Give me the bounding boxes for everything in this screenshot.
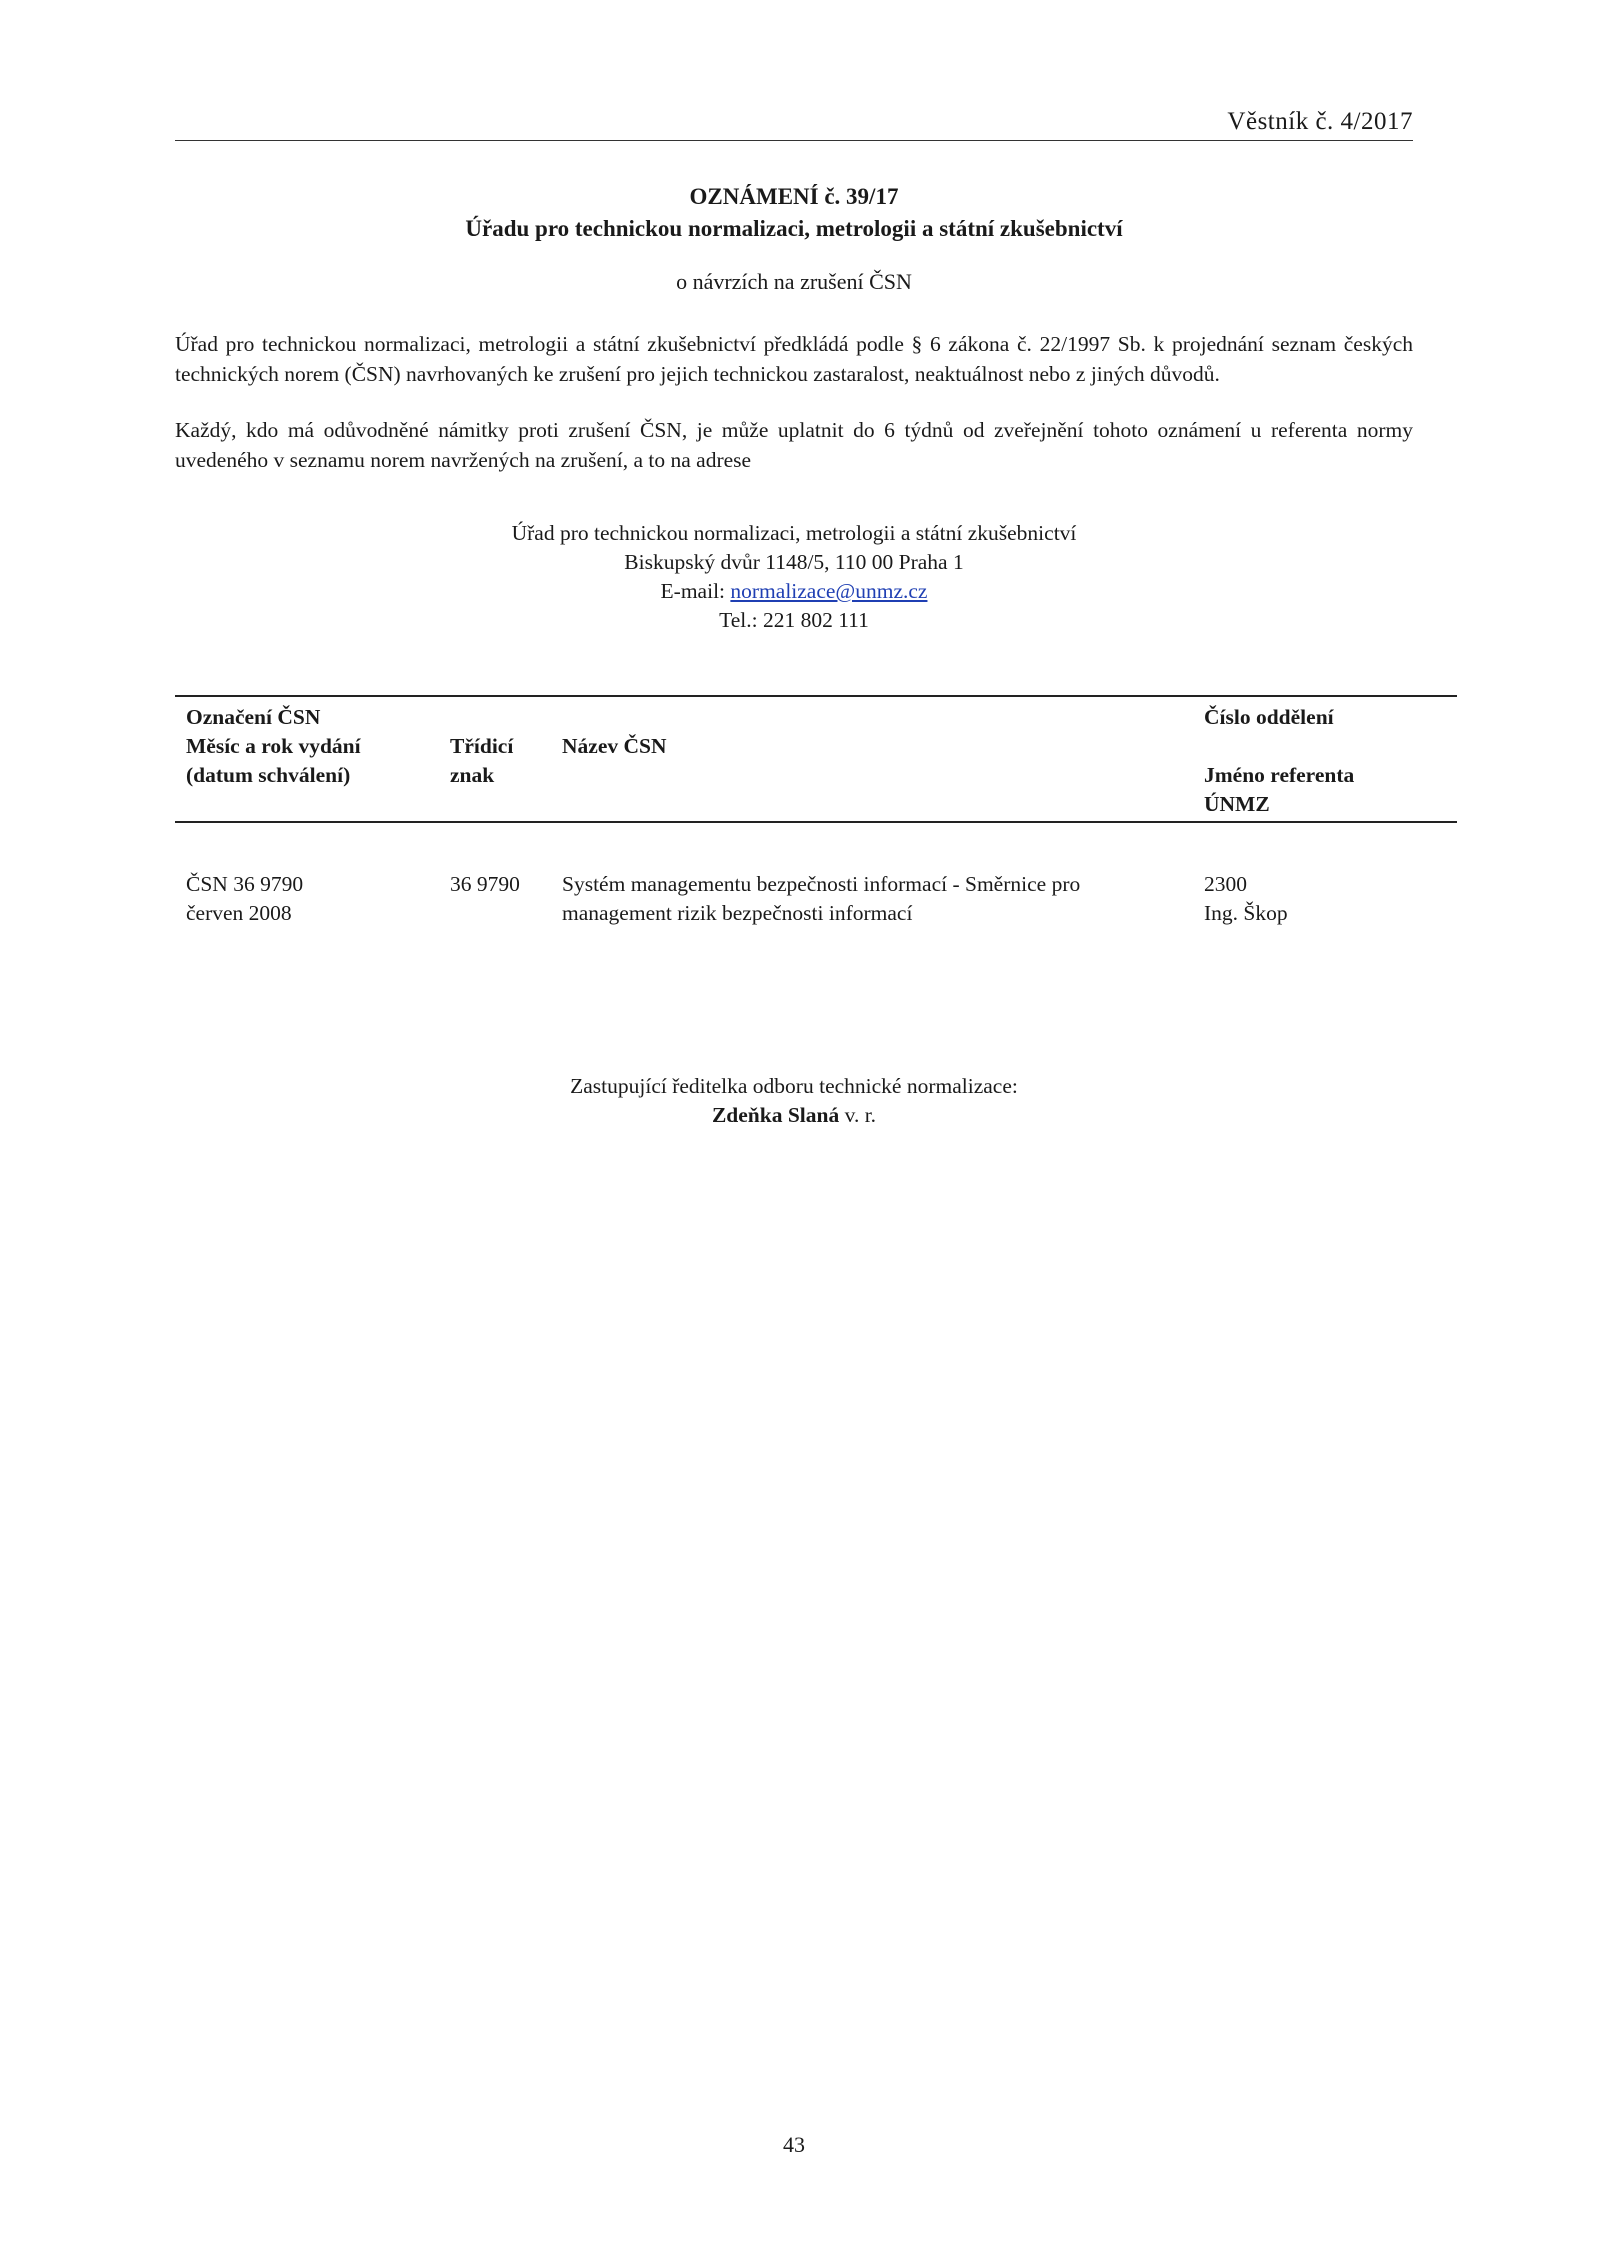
signature-name: Zdeňka Slaná [711, 1103, 840, 1127]
email-label: E-mail: [660, 579, 731, 603]
header-designation-column [186, 703, 361, 790]
row-date: červen 2008 [186, 901, 292, 925]
table-header [175, 695, 1457, 823]
header-class-mark-2: znak [450, 763, 495, 787]
signature-block [175, 1072, 1413, 1130]
row-title: Systém managementu bezpečnosti informací - Směrnice pro management rizik bezpečnosti informací [562, 872, 1081, 925]
notice-subject: o návrzích na zrušení ČSN [676, 269, 912, 294]
objection-paragraph: Každý, kdo má odůvodněné námitky proti zrušení ČSN, je může uplatnit do 6 týdnů od zveřejnění tohoto oznámení u referenta normy uvedeného v seznamu norem navržených na zrušení, a to na adrese [175, 418, 1413, 472]
header-title-column [562, 732, 667, 761]
signature-suffix: v. r. [839, 1103, 877, 1127]
header-department-column [1204, 703, 1354, 819]
header-department: Číslo oddělení [1204, 705, 1334, 729]
page-number: 43 [783, 2132, 805, 2157]
header-office: ÚNMZ [1204, 792, 1270, 816]
notice-title [175, 181, 1413, 245]
header-title: Název ČSN [562, 734, 667, 758]
row-designation: ČSN 36 9790 [186, 872, 304, 896]
address-phone: Tel.: 221 802 111 [719, 608, 869, 632]
notice-number: OZNÁMENÍ č. 39/17 [689, 184, 899, 209]
email-link[interactable]: normalizace@unmz.cz [730, 579, 928, 603]
header-class-mark-1: Třídicí [450, 734, 514, 758]
header-issue-date: Měsíc a rok vydání [186, 734, 361, 758]
row-referent: Ing. Škop [1204, 901, 1288, 925]
intro-paragraph: Úřad pro technickou normalizaci, metrologii a státní zkušebnictví předkládá podle § 6 zákona č. 22/1997 Sb. k projednání seznam českých technických norem (ČSN) navrhovaných ke zrušení pro jejich technickou zastaralost, neaktuálnost nebo z jiných důvodů. [175, 332, 1413, 386]
notice-issuer: Úřadu pro technickou normalizaci, metrologii a státní zkušebnictví [465, 216, 1123, 241]
address-block [175, 519, 1413, 635]
header-class-mark-column [450, 732, 513, 790]
journal-issue: Věstník č. 4/2017 [1227, 108, 1413, 135]
header-designation: Označení ČSN [186, 705, 321, 729]
journal-header [175, 108, 1413, 141]
header-referent: Jméno referenta [1204, 763, 1355, 787]
signature-line [175, 1101, 1413, 1130]
header-approval-date: (datum schválení) [186, 763, 351, 787]
address-office: Úřad pro technickou normalizaci, metrologii a státní zkušebnictví [511, 521, 1077, 545]
row-class-mark: 36 9790 [450, 872, 520, 896]
row-department-cell [1204, 870, 1288, 928]
address-email-line [175, 577, 1413, 606]
signature-role: Zastupující ředitelka odboru technické normalizace: [570, 1074, 1018, 1098]
row-department: 2300 [1204, 872, 1247, 896]
address-street: Biskupský dvůr 1148/5, 110 00 Praha 1 [624, 550, 964, 574]
row-designation-cell [186, 870, 303, 928]
